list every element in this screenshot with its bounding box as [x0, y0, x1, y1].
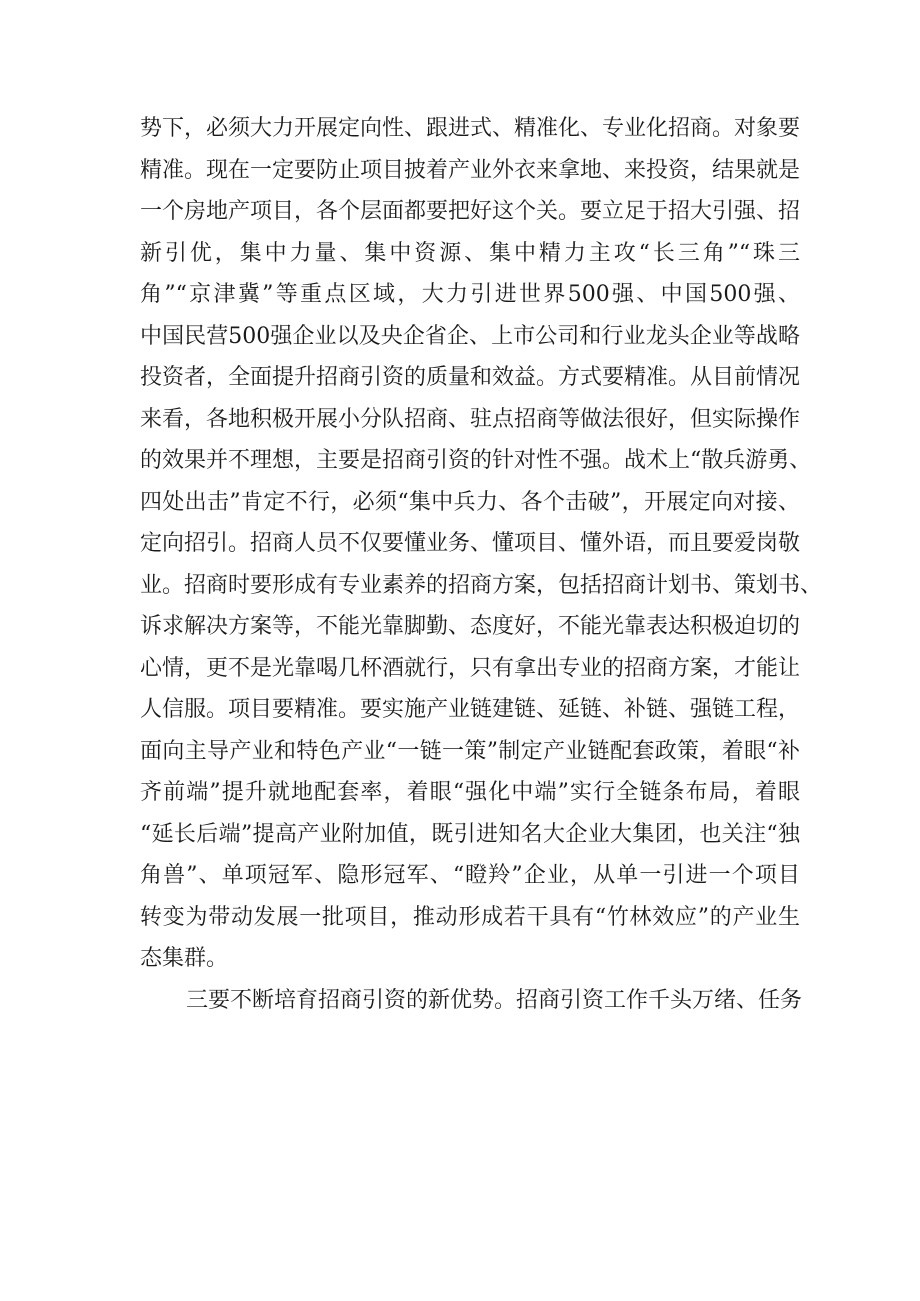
text-line: 势下，必须大力开展定向性、跟进式、精准化、专业化招商。对象要 — [140, 116, 801, 141]
text-line: 来看，各地积极开展小分队招商、驻点招商等做法很好，但实际操作 — [140, 406, 801, 432]
text-line: 人信服。项目要精准。要实施产业链建链、延链、补链、强链工程， — [140, 697, 801, 722]
paragraph — [140, 980, 803, 1022]
text-line: 的效果并不理想，主要是招商引资的针对性不强。战术上“散兵游勇、 — [140, 448, 812, 473]
text-line: 转变为带动发展一批项目，推动形成若干具有“竹林效应”的产业生 — [140, 904, 800, 930]
text-line: 定向招引。招商人员不仅要懂业务、懂项目、懂外语，而且要爱岗敬 — [140, 531, 801, 556]
text-line: 角兽”、单项冠军、隐形冠军、“瞪羚”企业，从单一引进一个项目 — [140, 863, 800, 888]
text-line: 角”“京津冀”等重点区域，大力引进世界500强、中国500强、 — [140, 282, 800, 307]
text-line: 业。招商时要形成有专业素养的招商方案，包括招商计划书、策划书、 — [140, 572, 823, 598]
text-line: 一个房地产项目，各个层面都要把好这个关。要立足于招大引强、招 — [140, 199, 801, 224]
paragraph — [140, 108, 823, 980]
text-line: 新引优，集中力量、集中资源、集中精力主攻“长三角”“珠三 — [140, 240, 800, 266]
text-line: 中国民营500强企业以及央企省企、上市公司和行业龙头企业等战略 — [140, 323, 800, 349]
text-line: 精准。现在一定要防止项目披着产业外衣来拿地、来投资，结果就是 — [140, 157, 801, 183]
text-line: 三要不断培育招商引资的新优势。招商引资工作千头万绪、任务 — [186, 987, 803, 1013]
text-line: 心情，更不是光靠喝几杯酒就行，只有拿出专业的招商方案，才能让 — [140, 655, 801, 681]
text-line: “延长后端”提高产业附加值，既引进知名大企业大集团，也关注“独 — [140, 821, 800, 847]
document-body — [140, 108, 823, 1021]
text-line: 诉求解决方案等，不能光靠脚勤、态度好，不能光靠表达积极迫切的 — [140, 614, 801, 639]
text-line: 面向主导产业和特色产业“一链一策”制定产业链配套政策，着眼“补 — [140, 738, 800, 764]
text-line: 齐前端”提升就地配套率，着眼“强化中端”实行全链条布局，着眼 — [140, 780, 800, 805]
text-line: 四处出击”肯定不行，必须“集中兵力、各个击破”，开展定向对接、 — [140, 489, 800, 515]
text-line: 态集群。 — [140, 946, 229, 971]
text-line: 投资者，全面提升招商引资的质量和效益。方式要精准。从目前情况 — [140, 365, 801, 390]
